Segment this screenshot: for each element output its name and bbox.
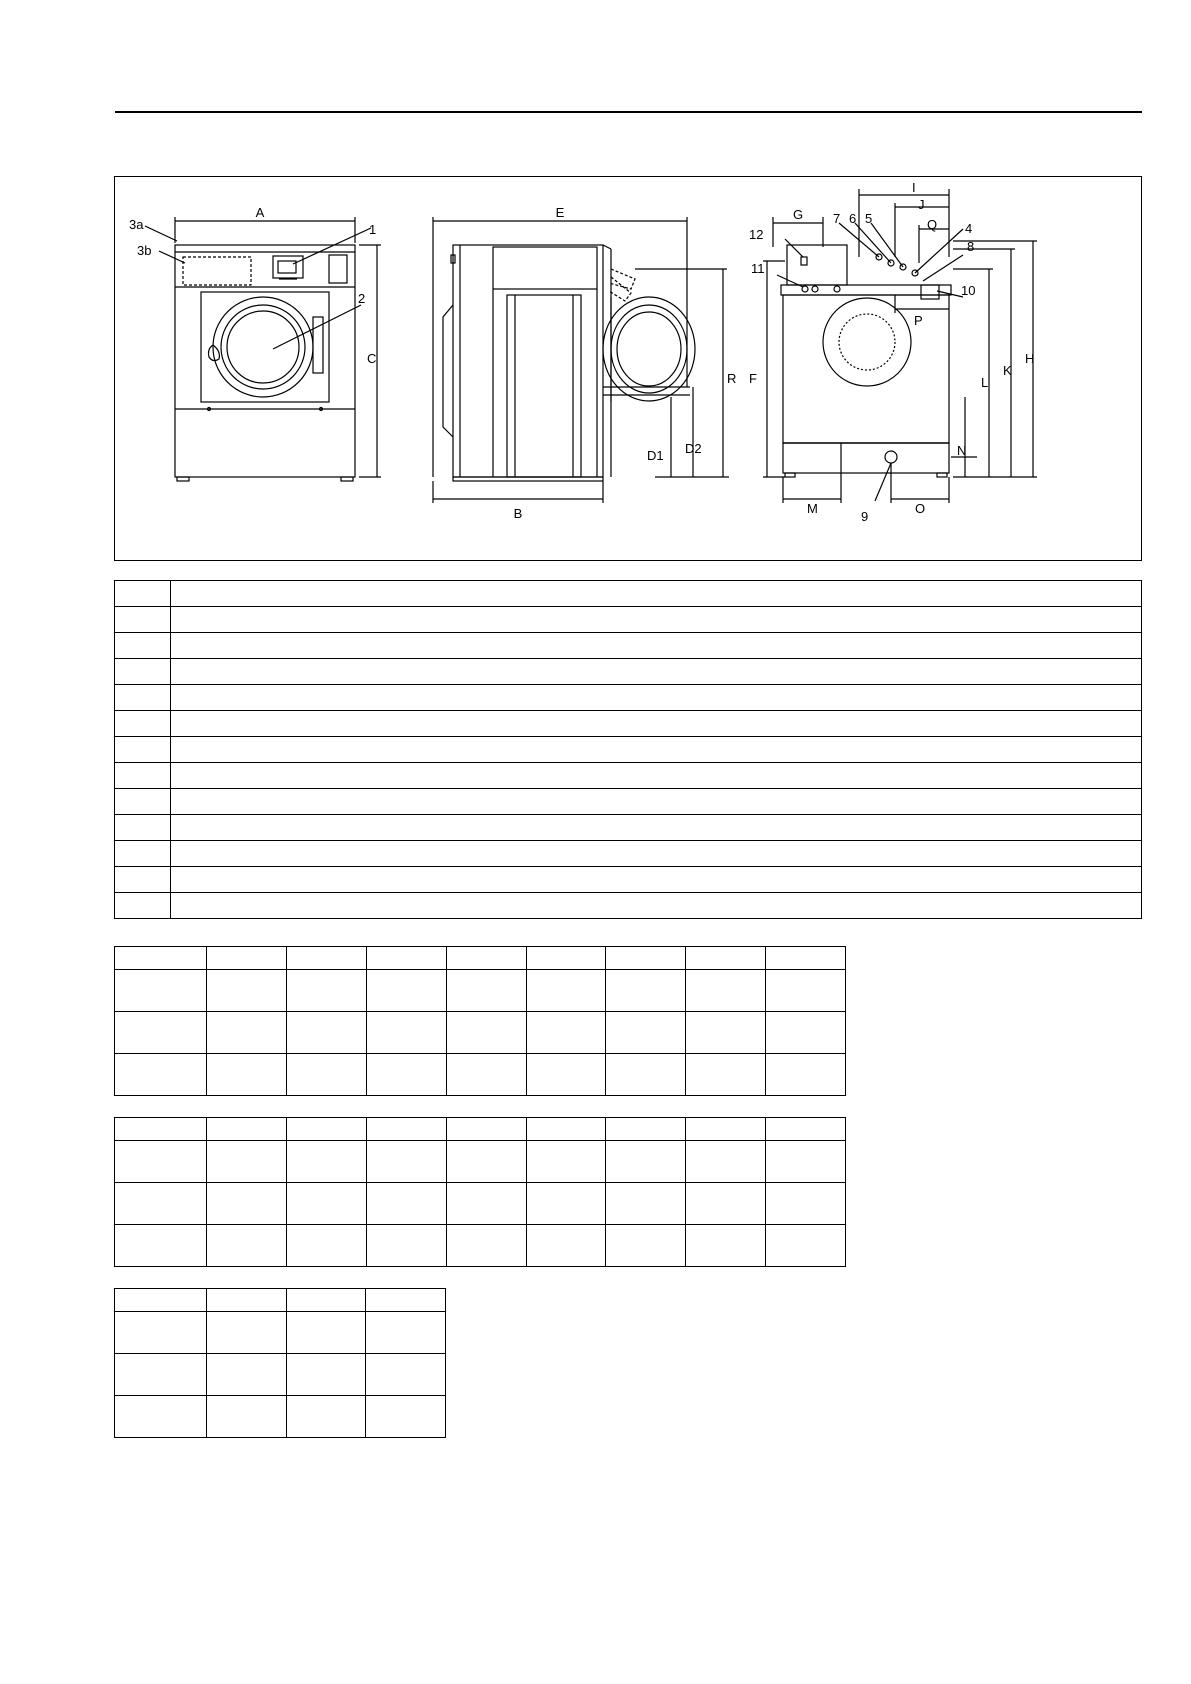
dims-row bbox=[115, 1183, 846, 1225]
legend-key-cell bbox=[115, 659, 171, 685]
legend-key-cell bbox=[115, 685, 171, 711]
dims-cell bbox=[286, 1354, 366, 1396]
legend-row bbox=[115, 711, 1142, 737]
dims-cell bbox=[286, 1396, 366, 1438]
dims-row bbox=[115, 1012, 846, 1054]
dims-cell bbox=[686, 1054, 766, 1096]
dims-cell bbox=[606, 1054, 686, 1096]
dims-cell bbox=[766, 1141, 846, 1183]
label-F: F bbox=[749, 371, 757, 386]
legend-key-cell bbox=[115, 789, 171, 815]
dims-cell bbox=[286, 947, 366, 970]
dims-cell bbox=[207, 970, 287, 1012]
legend-text-cell bbox=[171, 763, 1142, 789]
legend-text-cell bbox=[171, 841, 1142, 867]
legend-key-cell bbox=[115, 867, 171, 893]
dims-cell bbox=[207, 1289, 287, 1312]
legend-text-cell bbox=[171, 867, 1142, 893]
label-12: 12 bbox=[749, 227, 764, 242]
front-view bbox=[145, 217, 381, 481]
dims-cell bbox=[286, 1118, 366, 1141]
legend-table bbox=[114, 580, 1142, 919]
label-G: G bbox=[793, 207, 804, 222]
dims-row bbox=[115, 1141, 846, 1183]
dims-row bbox=[115, 1225, 846, 1267]
dimensions-table-1 bbox=[114, 946, 846, 1096]
dims-cell bbox=[366, 1141, 446, 1183]
label-A: A bbox=[255, 205, 265, 220]
dims-cell bbox=[366, 970, 446, 1012]
dims-cell bbox=[766, 1225, 846, 1267]
dimensions-table-2 bbox=[114, 1117, 846, 1267]
dims-cell bbox=[686, 1012, 766, 1054]
dims-cell bbox=[207, 1054, 287, 1096]
dims-cell bbox=[207, 1354, 287, 1396]
dims-cell bbox=[686, 1141, 766, 1183]
dims-cell bbox=[286, 970, 366, 1012]
dims-row bbox=[115, 970, 846, 1012]
legend-key-cell bbox=[115, 893, 171, 919]
dims-cell bbox=[366, 1396, 446, 1438]
dims-cell bbox=[446, 1054, 526, 1096]
legend-row bbox=[115, 763, 1142, 789]
legend-key-cell bbox=[115, 815, 171, 841]
dims-cell bbox=[526, 1054, 606, 1096]
legend-key-cell bbox=[115, 841, 171, 867]
dims-cell bbox=[446, 970, 526, 1012]
dims-cell bbox=[366, 1225, 446, 1267]
label-9: 9 bbox=[861, 509, 869, 524]
legend-text-cell bbox=[171, 789, 1142, 815]
dims-cell bbox=[207, 947, 287, 970]
label-4: 4 bbox=[965, 221, 973, 236]
machine-dimension-drawing bbox=[114, 176, 1142, 561]
legend-key-cell bbox=[115, 607, 171, 633]
label-7: 7 bbox=[833, 211, 841, 226]
label-1: 1 bbox=[369, 222, 377, 237]
dims-cell bbox=[115, 947, 207, 970]
label-B: B bbox=[513, 506, 523, 521]
dims-cell bbox=[446, 1012, 526, 1054]
label-3b: 3b bbox=[137, 243, 152, 258]
label-8: 8 bbox=[967, 239, 975, 254]
dims-cell bbox=[606, 970, 686, 1012]
dims-cell bbox=[606, 1012, 686, 1054]
dims-cell bbox=[366, 1012, 446, 1054]
legend-row bbox=[115, 607, 1142, 633]
label-2: 2 bbox=[358, 291, 366, 306]
legend-text-cell bbox=[171, 607, 1142, 633]
dims-cell bbox=[115, 1141, 207, 1183]
header-rule bbox=[115, 111, 1142, 113]
dims-cell bbox=[526, 1141, 606, 1183]
dims-cell bbox=[207, 1183, 287, 1225]
dims-cell bbox=[115, 1312, 207, 1354]
dims-cell bbox=[366, 947, 446, 970]
label-11: 11 bbox=[751, 261, 765, 276]
dims-cell bbox=[766, 1012, 846, 1054]
label-J: J bbox=[918, 197, 925, 212]
dims-cell bbox=[115, 1183, 207, 1225]
legend-key-cell bbox=[115, 633, 171, 659]
label-6: 6 bbox=[849, 211, 857, 226]
label-P: P bbox=[914, 313, 923, 328]
dims-cell bbox=[115, 1225, 207, 1267]
label-M: M bbox=[807, 501, 818, 516]
dims-row bbox=[115, 1054, 846, 1096]
legend-text-cell bbox=[171, 659, 1142, 685]
label-O: O bbox=[915, 501, 926, 516]
dims-cell bbox=[686, 1225, 766, 1267]
legend-text-cell bbox=[171, 737, 1142, 763]
label-5: 5 bbox=[865, 211, 873, 226]
dims-cell bbox=[115, 1054, 207, 1096]
dims-cell bbox=[526, 1225, 606, 1267]
legend-key-cell bbox=[115, 737, 171, 763]
dims-cell bbox=[115, 970, 207, 1012]
dims-cell bbox=[526, 1183, 606, 1225]
dims-cell bbox=[526, 970, 606, 1012]
dims-cell bbox=[606, 1183, 686, 1225]
dims-header-row bbox=[115, 947, 846, 970]
dims-cell bbox=[526, 1118, 606, 1141]
dims-cell bbox=[606, 947, 686, 970]
legend-row bbox=[115, 737, 1142, 763]
legend-row bbox=[115, 867, 1142, 893]
label-I: I bbox=[912, 180, 916, 195]
dims-cell bbox=[366, 1118, 446, 1141]
dims-cell bbox=[766, 1054, 846, 1096]
legend-key-cell bbox=[115, 763, 171, 789]
dims-cell bbox=[446, 947, 526, 970]
legend-text-cell bbox=[171, 581, 1142, 607]
dims-cell bbox=[766, 1183, 846, 1225]
dims-cell bbox=[526, 1012, 606, 1054]
legend-text-cell bbox=[171, 711, 1142, 737]
label-10: 10 bbox=[961, 283, 976, 298]
dims-cell bbox=[286, 1312, 366, 1354]
dims-cell bbox=[207, 1396, 287, 1438]
dims-cell bbox=[115, 1396, 207, 1438]
dims-cell bbox=[686, 947, 766, 970]
legend-row bbox=[115, 789, 1142, 815]
legend-text-cell bbox=[171, 893, 1142, 919]
legend-row bbox=[115, 659, 1142, 685]
dims-cell bbox=[286, 1289, 366, 1312]
dims-cell bbox=[686, 1118, 766, 1141]
label-L: L bbox=[981, 375, 989, 390]
legend-text-cell bbox=[171, 633, 1142, 659]
drawing-svg bbox=[115, 177, 1143, 562]
label-3a: 3a bbox=[129, 217, 144, 232]
dims-cell bbox=[606, 1225, 686, 1267]
side-view bbox=[433, 217, 729, 503]
dims-cell bbox=[286, 1225, 366, 1267]
dims-cell bbox=[446, 1183, 526, 1225]
dims-cell bbox=[686, 1183, 766, 1225]
legend-row bbox=[115, 633, 1142, 659]
dims-cell bbox=[446, 1225, 526, 1267]
dims-cell bbox=[366, 1354, 446, 1396]
legend-row bbox=[115, 581, 1142, 607]
dims-cell bbox=[766, 1118, 846, 1141]
legend-row bbox=[115, 815, 1142, 841]
dims-cell bbox=[446, 1141, 526, 1183]
legend-text-cell bbox=[171, 685, 1142, 711]
dims-cell bbox=[526, 947, 606, 970]
dims-cell bbox=[207, 1012, 287, 1054]
dims-header-row bbox=[115, 1118, 846, 1141]
label-N: N bbox=[957, 443, 967, 458]
dims-cell bbox=[207, 1118, 287, 1141]
dims-cell bbox=[366, 1289, 446, 1312]
dims-row bbox=[115, 1312, 446, 1354]
dims-cell bbox=[207, 1312, 287, 1354]
label-D2: D2 bbox=[685, 441, 702, 456]
label-R: R bbox=[727, 371, 737, 386]
dims-cell bbox=[115, 1289, 207, 1312]
dims-cell bbox=[366, 1183, 446, 1225]
dims-cell bbox=[115, 1354, 207, 1396]
legend-text-cell bbox=[171, 815, 1142, 841]
label-D1: D1 bbox=[647, 448, 664, 463]
label-C: C bbox=[367, 351, 377, 366]
rear-view bbox=[763, 189, 1037, 503]
dims-row bbox=[115, 1354, 446, 1396]
legend-row bbox=[115, 841, 1142, 867]
dims-cell bbox=[115, 1012, 207, 1054]
dims-cell bbox=[606, 1118, 686, 1141]
drawing-labels bbox=[129, 180, 1034, 524]
dims-cell bbox=[766, 947, 846, 970]
legend-key-cell bbox=[115, 711, 171, 737]
label-E: E bbox=[555, 205, 565, 220]
label-H: H bbox=[1025, 351, 1035, 366]
dims-cell bbox=[207, 1141, 287, 1183]
dims-cell bbox=[606, 1141, 686, 1183]
dims-cell bbox=[207, 1225, 287, 1267]
dims-row bbox=[115, 1396, 446, 1438]
dims-cell bbox=[286, 1054, 366, 1096]
dims-cell bbox=[366, 1312, 446, 1354]
dims-cell bbox=[286, 1183, 366, 1225]
dims-cell bbox=[366, 1054, 446, 1096]
dims-cell bbox=[115, 1118, 207, 1141]
label-K: K bbox=[1003, 363, 1012, 378]
label-Q: Q bbox=[927, 217, 938, 232]
legend-key-cell bbox=[115, 581, 171, 607]
legend-row bbox=[115, 685, 1142, 711]
legend-row bbox=[115, 893, 1142, 919]
dims-cell bbox=[286, 1141, 366, 1183]
dims-header-row bbox=[115, 1289, 446, 1312]
dimensions-table-3 bbox=[114, 1288, 446, 1438]
dims-cell bbox=[686, 970, 766, 1012]
dims-cell bbox=[766, 970, 846, 1012]
dims-cell bbox=[286, 1012, 366, 1054]
dims-cell bbox=[446, 1118, 526, 1141]
